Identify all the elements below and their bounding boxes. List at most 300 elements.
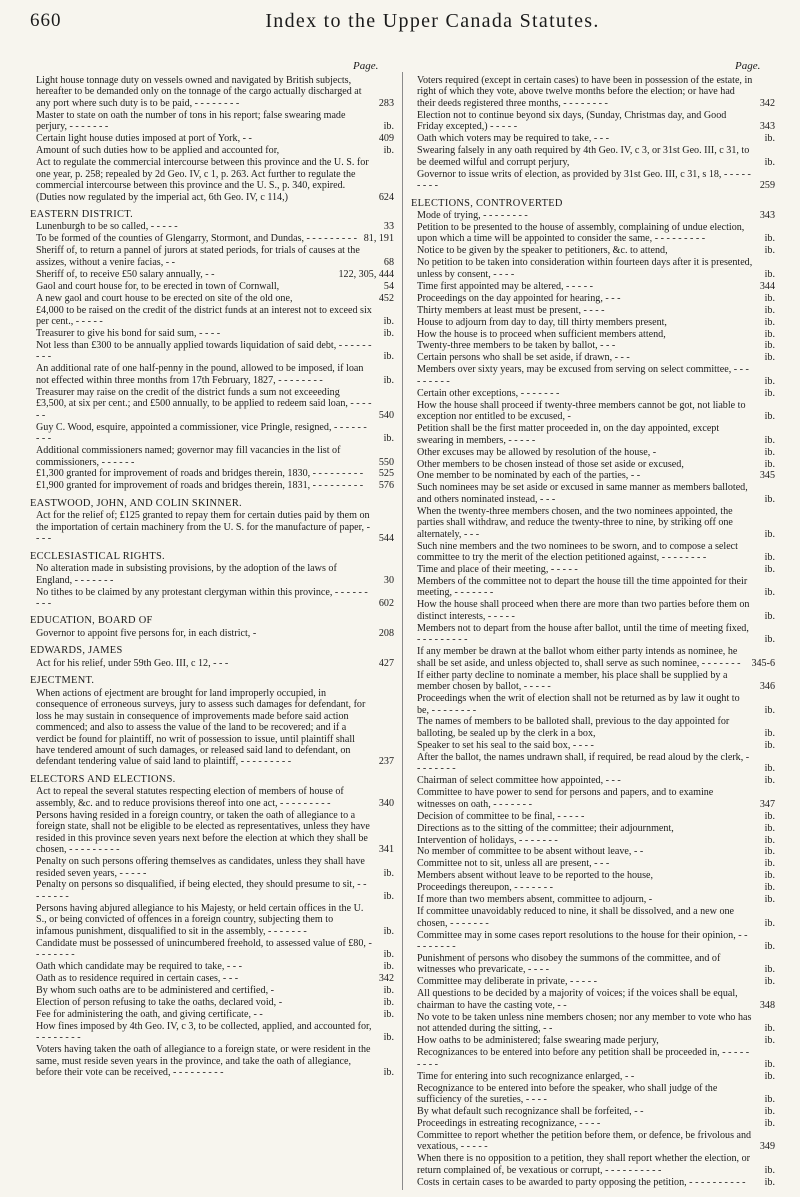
- entry-text: Such nominees may be set aside or excused in same manner as members balloted, and others nominated instead, - - -: [417, 482, 748, 505]
- entry-text: Committee may in some cases report resolutions to the house for their opinion, - - - - - - - - -: [417, 929, 748, 953]
- entry-text: Sheriff of, to receive £50 salary annually, - -: [36, 268, 215, 280]
- entry-page-ref: 340: [378, 797, 394, 809]
- entry-page-ref: 550: [378, 456, 394, 468]
- entry-page-ref: ib.: [764, 564, 775, 576]
- index-entry: [411, 930, 775, 953]
- entry-text: Additional commissioners named; governor may fill vacancies in the list of commissioners, - - - - - -: [36, 445, 341, 468]
- entry-page-ref: ib.: [764, 1070, 775, 1082]
- entry-page-ref: ib.: [383, 1032, 394, 1044]
- entry-text: House to adjourn from day to day, till thirty members present,: [417, 316, 667, 328]
- entry-text: Such nine members and the two nominees to be sworn, and to compose a select committee to try the merit of the election petitioned against, - - - - - - - -: [417, 540, 738, 564]
- index-entry: [30, 293, 394, 304]
- entry-page-ref: ib.: [383, 1067, 394, 1079]
- index-entry: [411, 459, 775, 470]
- index-entry: [411, 670, 775, 693]
- entry-page-ref: ib.: [383, 328, 394, 340]
- index-entry: [411, 976, 775, 987]
- entry-text: Petition to be presented to the house of assembly, complaining of undue election, upon which a time will be appointed to consider the same, - - - - - - - - -: [417, 221, 745, 245]
- index-entry: [411, 988, 775, 1011]
- entry-page-ref: ib.: [764, 870, 775, 882]
- index-entry: [30, 221, 394, 232]
- entry-page-ref: ib.: [764, 634, 775, 646]
- entry-text: Thirty members at least must be present, - - - -: [417, 304, 605, 316]
- entry-page-ref: 81, 191: [363, 233, 394, 245]
- entry-text: Proceedings in estreating recognizance, - - - -: [417, 1117, 601, 1129]
- entry-page-ref: ib.: [764, 133, 775, 145]
- index-entry: [411, 599, 775, 622]
- entry-page-ref: ib.: [383, 996, 394, 1008]
- entry-page-ref: 525: [378, 468, 394, 480]
- entry-text: An additional rate of one half-penny in the pound, allowed to be imposed, if loan not effected within three months from 17th February, 1827, - - - - - - - -: [36, 363, 364, 386]
- entry-text: Election of person refusing to take the oaths, declared void, -: [36, 996, 283, 1008]
- index-entry: [411, 222, 775, 245]
- index-entry: [411, 894, 775, 905]
- entry-text: Members absent without leave to be reported to the house,: [417, 870, 654, 882]
- entry-page-ref: ib.: [383, 985, 394, 997]
- page-number: 660: [30, 10, 62, 31]
- index-entry: [411, 564, 775, 575]
- entry-page-ref: ib.: [764, 411, 775, 423]
- entry-text: Penalty on such persons offering themselves as candidates, unless they shall have resided seven years, - - - - -: [36, 856, 365, 879]
- entry-text: Treasurer to give his bond for said sum, - - - -: [36, 328, 221, 340]
- entry-page-ref: ib.: [764, 493, 775, 505]
- index-entry: [411, 846, 775, 857]
- entry-text: How the house shall proceed if twenty-three members cannot be got, not liable to exception nor entitled to be excused, -: [417, 399, 746, 423]
- entry-text: Act to regulate the commercial intercourse between this province and the U. S. for one year, p. 258; repealed by 2d Geo. IV, c 1, p. 263. Act further to regulate the commercial intercourse between this province and the U. S., p. 340, expired. (Duties now regulated by the imperial act, 6th Geo. IV, c 114,): [36, 157, 369, 203]
- entry-text: When there is no opposition to a petition, they shall report whether the election, or return complained of, be vexatious or corrupt, - - - - - - - - - -: [417, 1153, 751, 1176]
- index-entry: [30, 133, 394, 144]
- entry-text: Notice to be given by the speaker to petitioners, &c. to attend,: [417, 245, 668, 257]
- entry-page-ref: 122, 305, 444: [338, 268, 394, 280]
- index-entry: [30, 903, 394, 937]
- entry-page-ref: ib.: [764, 316, 775, 328]
- entry-text: Chairman of select committee how appointed, - - -: [417, 775, 621, 787]
- entry-page-ref: ib.: [764, 775, 775, 787]
- index-entry: [30, 856, 394, 879]
- index-entry: [30, 110, 394, 133]
- entry-page-ref: ib.: [764, 1164, 775, 1176]
- entry-text: Treasurer may raise on the credit of the district funds a sum not exceeeding £3,500, at six per cent.; and £500 annually, to be applied to redeem said loan, - - - - - -: [36, 386, 372, 421]
- entry-text: Other members to be chosen instead of those set aside or excused,: [417, 458, 684, 470]
- index-heading: ELECTORS AND ELECTIONS.: [30, 773, 176, 785]
- index-entry: [411, 364, 775, 387]
- index-entry: [411, 482, 775, 505]
- entry-page-ref: ib.: [383, 145, 394, 157]
- entry-page-ref: ib.: [764, 268, 775, 280]
- index-entry: [30, 510, 394, 544]
- index-entry: [411, 75, 775, 109]
- entry-page-ref: 283: [378, 97, 394, 109]
- entry-text: Committee not to sit, unless all are present, - - -: [417, 858, 610, 870]
- entry-page-ref: 54: [383, 280, 394, 292]
- entry-text: Recognizance to be entered into before the speaker, who shall judge of the sufficiency of the sureties, - - - -: [417, 1082, 718, 1105]
- index-entry: [30, 628, 394, 639]
- entry-text: Persons having resided in a foreign country, or taken the oath of allegiance to a foreign state, shall not be eligible to be elected as representatives, unless they have resided in this province seven years next before the election at which they shall be chosen, - - - - - - - - -: [36, 809, 370, 856]
- entry-text: Punishment of persons who disobey the summons of the committee, and of witnesses who prevaricate, - - - -: [417, 953, 721, 976]
- entry-text: To be formed of the counties of Glengarry, Stormont, and Dundas, - - - - - - - - -: [36, 233, 357, 245]
- entry-page-ref: 342: [759, 97, 775, 109]
- entry-page-ref: 30: [383, 574, 394, 586]
- entry-page-ref: 68: [383, 256, 394, 268]
- entry-page-ref: 348: [759, 999, 775, 1011]
- index-entry: [30, 363, 394, 386]
- index-entry: [30, 328, 394, 339]
- entry-text: Act to repeal the several statutes respecting election of members of house of assembly, &c. and to reduce provisions thereof into one act, - - - - - - - - -: [36, 786, 344, 809]
- entry-text: Members of the committee not to depart the house till the time appointed for their meeting, - - - - - - -: [417, 576, 748, 599]
- column-divider: [402, 72, 403, 1190]
- index-heading: EDWARDS, JAMES: [30, 645, 123, 657]
- index-entry: [411, 340, 775, 351]
- entry-page-ref: ib.: [383, 961, 394, 973]
- entry-page-ref: ib.: [764, 1093, 775, 1105]
- index-entry: [30, 879, 394, 902]
- index-entry: [411, 352, 775, 363]
- entry-text: Guy C. Wood, esquire, appointed a commissioner, vice Pringle, resigned, - - - - - - - - -: [36, 421, 367, 445]
- entry-page-ref: ib.: [764, 704, 775, 716]
- index-entry: [30, 480, 394, 491]
- entry-page-ref: ib.: [383, 949, 394, 961]
- entry-page-ref: ib.: [764, 822, 775, 834]
- index-entry: [411, 1083, 775, 1106]
- index-entry: [411, 423, 775, 446]
- entry-page-ref: ib.: [764, 727, 775, 739]
- entry-page-ref: 237: [378, 756, 394, 768]
- entry-text: Act for the relief of; £125 granted to repay them for certain duties paid by them on the importation of certain machinery from the U. S. for the manufacture of paper, - - - -: [36, 510, 370, 545]
- entry-page-ref: ib.: [764, 1023, 775, 1035]
- index-entry: [411, 329, 775, 340]
- entry-page-ref: ib.: [383, 1008, 394, 1020]
- entry-text: Committee to report whether the petition before them, or defence, be frivolous and vexatious, - - - - -: [417, 1129, 752, 1153]
- index-entry: [30, 1044, 394, 1078]
- index-entry: [30, 281, 394, 292]
- entry-text: Persons having abjured allegiance to his Majesty, or held certain offices in the U. S., or being convicted of offences in a foreign country, subjecting them to infamous punishment, disqualified to sit in the assembly, - - - - - - -: [36, 902, 364, 937]
- entry-page-ref: ib.: [764, 810, 775, 822]
- index-entry: [411, 145, 775, 168]
- index-entry: [30, 658, 394, 669]
- entry-page-ref: 602: [378, 597, 394, 609]
- entry-text: Certain light house duties imposed at port of York, - -: [36, 133, 252, 145]
- index-heading: ECCLESIASTICAL RIGHTS.: [30, 550, 165, 562]
- index-entry: [411, 305, 775, 316]
- left-column-page-label: Page.: [353, 60, 379, 72]
- entry-text: Twenty-three members to be taken by ballot, - - -: [417, 340, 616, 352]
- entry-page-ref: ib.: [764, 858, 775, 870]
- entry-page-ref: ib.: [764, 1035, 775, 1047]
- index-entry: [411, 281, 775, 292]
- page-header: [30, 6, 775, 34]
- index-entry: [411, 506, 775, 540]
- entry-text: Petition shall be the first matter proceeded in, on the day appointed, except swearing in members, - - - - -: [417, 423, 720, 446]
- entry-text: All questions to be decided by a majority of voices; if the voices shall be equal, chairman to have the casting vote, - -: [417, 988, 738, 1011]
- index-entry: [411, 716, 775, 739]
- entry-text: Swearing falsely in any oath required by 4th Geo. IV, c 3, or 31st Geo. III, c 31, to be deemed wilful and corrupt perjury,: [417, 145, 750, 168]
- entry-page-ref: ib.: [764, 941, 775, 953]
- entry-text: If committee unavoidably reduced to nine, it shall be dissolved, and a new one chosen, - - - - - - -: [417, 906, 735, 929]
- index-heading: ELECTIONS, CONTROVERTED: [411, 197, 563, 209]
- entry-text: Oath which candidate may be required to take, - - -: [36, 961, 242, 973]
- entry-text: £1,900 granted for improvement of roads and bridges therein, 1831, - - - - - - - - -: [36, 480, 364, 492]
- entry-text: Oath as to residence required in certain cases, - - -: [36, 973, 239, 985]
- entry-text: Other excuses may be allowed by resolution of the house, -: [417, 446, 657, 458]
- entry-page-ref: ib.: [764, 1117, 775, 1129]
- index-entry: [411, 1177, 775, 1188]
- entry-page-ref: ib.: [764, 1105, 775, 1117]
- entry-text: Master to state on oath the number of tons in his report; false swearing made perjury, - - - - - - -: [36, 109, 346, 133]
- index-entry: [30, 938, 394, 961]
- entry-text: Costs in certain cases to be awarded to party opposing the petition, - - - - - - - - - -: [417, 1176, 746, 1188]
- entry-page-ref: ib.: [764, 846, 775, 858]
- entry-page-ref: ib.: [764, 610, 775, 622]
- running-title: Index to the Upper Canada Statutes.: [265, 10, 600, 32]
- index-entry: [411, 1130, 775, 1153]
- entry-page-ref: 346: [759, 681, 775, 693]
- entry-text: Recognizances to be entered into before any petition shall be proceeded in, - - - - - - - - -: [417, 1047, 750, 1070]
- index-entry: [411, 400, 775, 423]
- index-entry: [411, 823, 775, 834]
- index-entry: [411, 752, 775, 775]
- entry-page-ref: ib.: [764, 587, 775, 599]
- index-entry: [411, 882, 775, 893]
- index-entry: [411, 1071, 775, 1082]
- entry-page-ref: ib.: [764, 894, 775, 906]
- entry-page-ref: ib.: [764, 882, 775, 894]
- entry-page-ref: ib.: [383, 890, 394, 902]
- right-column-page-label: Page.: [735, 60, 761, 72]
- index-entry: [411, 210, 775, 221]
- index-entry: [30, 1009, 394, 1020]
- index-entry: [411, 1106, 775, 1117]
- entry-page-ref: 540: [378, 409, 394, 421]
- index-entry: [30, 587, 394, 610]
- index-entry: [411, 133, 775, 144]
- entry-page-ref: 409: [378, 133, 394, 145]
- entry-text: Time first appointed may be altered, - - - - -: [417, 280, 593, 292]
- entry-text: Penalty on persons so disqualified, if being elected, they should presume to sit, - - - - - - - -: [36, 879, 367, 902]
- entry-page-ref: 343: [759, 209, 775, 221]
- index-entry: [30, 269, 394, 280]
- entry-text: By whom such oaths are to be administered and certified, -: [36, 985, 274, 997]
- index-entry: [411, 293, 775, 304]
- entry-text: Sheriff of, to return a pannel of jurors at stated periods, for trials of causes at the assizes, without a venire facias, - -: [36, 245, 360, 268]
- index-entry: [30, 961, 394, 972]
- index-entry: [411, 906, 775, 929]
- entry-text: Gaol and court house for, to be erected in town of Cornwall,: [36, 280, 280, 292]
- entry-text: Voters required (except in certain cases) to have been in possession of the estate, in right of which they vote, above twelve months before the election; or have had their deeds registered three months, - - - - - - - -: [417, 75, 753, 109]
- entry-text: No vote to be taken unless nine members chosen; nor any member to vote who has not attended during the sitting, - -: [417, 1011, 752, 1035]
- entry-text: Governor to issue writs of election, as provided by 31st Geo. III, c 31, s 18, - - - - - - - - -: [417, 168, 751, 192]
- right-index-column: [411, 75, 775, 1190]
- index-entry: [411, 693, 775, 716]
- index-entry: [411, 388, 775, 399]
- index-entry: [411, 257, 775, 280]
- entry-text: The names of members to be balloted shall, previous to the day appointed for balloting, be sealed up by the clerk in a box,: [417, 716, 730, 739]
- index-entry: [30, 1021, 394, 1044]
- entry-page-ref: ib.: [764, 292, 775, 304]
- entry-text: Light house tonnage duty on vessels owned and navigated by British subjects, hereafter to be demanded only on the tonnage of the cargo actually discharged at any port where such duty is to be paid, - - - - - - - -: [36, 75, 362, 109]
- entry-page-ref: ib.: [764, 446, 775, 458]
- entry-page-ref: ib.: [764, 340, 775, 352]
- entry-text: £4,000 to be raised on the credit of the district funds at an interest not to exceed six per cent., - - - - -: [36, 304, 372, 328]
- entry-page-ref: ib.: [764, 917, 775, 929]
- entry-text: Election not to continue beyond six days, (Sunday, Christmas day, and Good Friday excepted,) - - - - -: [417, 109, 727, 133]
- entry-page-ref: ib.: [764, 245, 775, 257]
- entry-page-ref: ib.: [764, 528, 775, 540]
- index-entry: [411, 787, 775, 810]
- entry-page-ref: ib.: [764, 156, 775, 168]
- entry-page-ref: ib.: [764, 458, 775, 470]
- index-entry: [411, 835, 775, 846]
- index-entry: [411, 740, 775, 751]
- index-entry: [30, 563, 394, 586]
- entry-text: Time for entering into such recognizance enlarged, - -: [417, 1070, 635, 1082]
- index-entry: [30, 157, 394, 203]
- index-entry: [411, 623, 775, 646]
- index-entry: [30, 997, 394, 1008]
- entry-text: Lunenburgh to be so called, - - - - -: [36, 221, 178, 233]
- entry-text: One member to be nominated by each of the parties, - -: [417, 470, 641, 482]
- entry-text: Committee may deliberate in private, - - - - -: [417, 976, 597, 988]
- entry-text: Governor to appoint five persons for, in each district, -: [36, 627, 257, 639]
- entry-page-ref: ib.: [764, 304, 775, 316]
- entry-text: Proceedings thereupon, - - - - - - -: [417, 882, 553, 894]
- entry-page-ref: ib.: [764, 964, 775, 976]
- entry-text: If any member be drawn at the ballot whom either party intends as nominee, he shall be set aside, and unless objected to, shall serve as such nominee, - - - - - - -: [417, 646, 741, 669]
- entry-text: Decision of committee to be final, - - - - -: [417, 810, 585, 822]
- index-heading: EJECTMENT.: [30, 675, 95, 687]
- entry-page-ref: ib.: [764, 1058, 775, 1070]
- entry-page-ref: ib.: [764, 763, 775, 775]
- index-entry: [30, 445, 394, 468]
- index-entry: [30, 145, 394, 156]
- entry-text: Certain other exceptions, - - - - - - -: [417, 387, 560, 399]
- entry-text: A new gaol and court house to be erected on site of the old one,: [36, 292, 293, 304]
- index-entry: [30, 75, 394, 109]
- entry-page-ref: 544: [378, 533, 394, 545]
- index-entry: [411, 811, 775, 822]
- entry-text: Proceedings when the writ of election shall not be returned as by law it ought to be, - - - - - - - -: [417, 693, 740, 716]
- entry-page-ref: 342: [378, 973, 394, 985]
- entry-page-ref: 347: [759, 798, 775, 810]
- index-entry: [30, 786, 394, 809]
- entry-page-ref: ib.: [764, 1176, 775, 1188]
- entry-text: Amount of such duties how to be applied and accounted for,: [36, 145, 280, 157]
- entry-text: If either party decline to nominate a member, his place shall be supplied by a member chosen by ballot, - - - - -: [417, 669, 728, 693]
- entry-page-ref: ib.: [383, 925, 394, 937]
- entry-page-ref: ib.: [764, 739, 775, 751]
- index-entry: [30, 233, 394, 244]
- entry-page-ref: ib.: [383, 351, 394, 363]
- entry-text: Oath which voters may be required to take, - - -: [417, 133, 609, 145]
- index-entry: [411, 169, 775, 192]
- entry-text: Not less than £300 to be annually applied towards liquidation of said debt, - - - - - - - - -: [36, 339, 372, 363]
- entry-page-ref: ib.: [764, 834, 775, 846]
- index-entry: [411, 110, 775, 133]
- entry-text: If more than two members absent, committee to adjourn, -: [417, 894, 653, 906]
- entry-text: Directions as to the sitting of the committee; their adjournment,: [417, 822, 674, 834]
- index-entry: [411, 1118, 775, 1129]
- index-entry: [411, 1153, 775, 1176]
- entry-page-ref: 33: [383, 221, 394, 233]
- entry-page-ref: 259: [759, 180, 775, 192]
- entry-text: Proceedings on the day appointed for hearing, - - -: [417, 292, 621, 304]
- index-entry: [30, 985, 394, 996]
- entry-page-ref: ib.: [764, 352, 775, 364]
- index-heading: EDUCATION, BOARD OF: [30, 615, 153, 627]
- index-entry: [411, 1012, 775, 1035]
- index-entry: [30, 973, 394, 984]
- entry-page-ref: ib.: [764, 552, 775, 564]
- entry-text: Intervention of holidays, - - - - - - -: [417, 834, 558, 846]
- entry-page-ref: ib.: [383, 374, 394, 386]
- entry-page-ref: ib.: [383, 867, 394, 879]
- index-entry: [411, 447, 775, 458]
- index-entry: [411, 646, 775, 669]
- entry-page-ref: 349: [759, 1141, 775, 1153]
- index-entry: [411, 541, 775, 564]
- entry-page-ref: 343: [759, 121, 775, 133]
- entry-text: Speaker to set his seal to the said box, - - - -: [417, 739, 594, 751]
- entry-text: No member of committee to be absent without leave, - -: [417, 846, 644, 858]
- index-entry: [411, 858, 775, 869]
- index-entry: [30, 468, 394, 479]
- entry-text: After the ballot, the names undrawn shall, if required, be read aloud by the clerk, - - - - - - - -: [417, 751, 750, 775]
- entry-page-ref: ib.: [764, 328, 775, 340]
- entry-page-ref: ib.: [764, 387, 775, 399]
- entry-page-ref: 427: [378, 657, 394, 669]
- entry-text: Time and place of their meeting, - - - - -: [417, 564, 578, 576]
- entry-text: How oaths to be administered; false swearing made perjury,: [417, 1035, 659, 1047]
- entry-page-ref: ib.: [383, 316, 394, 328]
- index-entry: [30, 245, 394, 268]
- index-entry: [411, 1047, 775, 1070]
- index-entry: [30, 422, 394, 445]
- entry-text: By what default such recognizance shall be forfeited, - -: [417, 1105, 644, 1117]
- entry-page-ref: 341: [378, 844, 394, 856]
- entry-page-ref: 344: [759, 280, 775, 292]
- index-entry: [411, 245, 775, 256]
- entry-text: Candidate must be possessed of unincumbered freehold, to assessed value of £80, - - - - - - - -: [36, 937, 372, 961]
- index-entry: [411, 576, 775, 599]
- entry-page-ref: 576: [378, 480, 394, 492]
- entry-text: Act for his relief, under 59th Geo. III, c 12, - - -: [36, 657, 229, 669]
- entry-text: Committee to have power to send for persons and papers, and to examine witnesses on oath, - - - - - - -: [417, 787, 714, 810]
- entry-text: How the house shall proceed when there are more than two parties before them on distinct interests, - - - - -: [417, 599, 750, 622]
- entry-page-ref: ib.: [383, 121, 394, 133]
- entry-text: Voters having taken the oath of allegiance to a foreign state, or were resident in the same, must reside seven years in the province, and take the oath of allegiance, before their vote can be received, - - - - - - - - -: [36, 1044, 371, 1079]
- index-entry: [411, 1035, 775, 1046]
- entry-page-ref: ib.: [764, 233, 775, 245]
- entry-text: No tithes to be claimed by any protestant clergyman within this province, - - - - - - - - -: [36, 586, 368, 609]
- index-entry: [411, 470, 775, 481]
- entry-page-ref: ib.: [764, 375, 775, 387]
- entry-page-ref: ib.: [764, 434, 775, 446]
- index-heading: EASTWOOD, JOHN, AND COLIN SKINNER.: [30, 497, 242, 509]
- entry-page-ref: 345: [759, 470, 775, 482]
- entry-text: How the house is to proceed when sufficient members attend,: [417, 328, 666, 340]
- entry-page-ref: 624: [378, 191, 394, 203]
- entry-text: £1,300 granted for improvement of roads and bridges therein, 1830, - - - - - - - - -: [36, 468, 364, 480]
- entry-text: Certain persons who shall be set aside, if drawn, - - -: [417, 352, 630, 364]
- entry-text: Members not to depart from the house after ballot, until the time of meeting fixed, - - - - - - - - -: [417, 622, 749, 646]
- entry-page-ref: 345-6: [751, 657, 775, 669]
- index-entry: [30, 387, 394, 421]
- entry-page-ref: 208: [378, 627, 394, 639]
- index-entry: [30, 688, 394, 768]
- entry-text: No alteration made in subsisting provisions, by the adoption of the laws of England, - - - - - - -: [36, 563, 337, 586]
- entry-text: Members over sixty years, may be excused from serving on select committee, - - - - - - - - -: [417, 364, 749, 387]
- index-heading: EASTERN DISTRICT.: [30, 208, 134, 220]
- index-entry: [411, 775, 775, 786]
